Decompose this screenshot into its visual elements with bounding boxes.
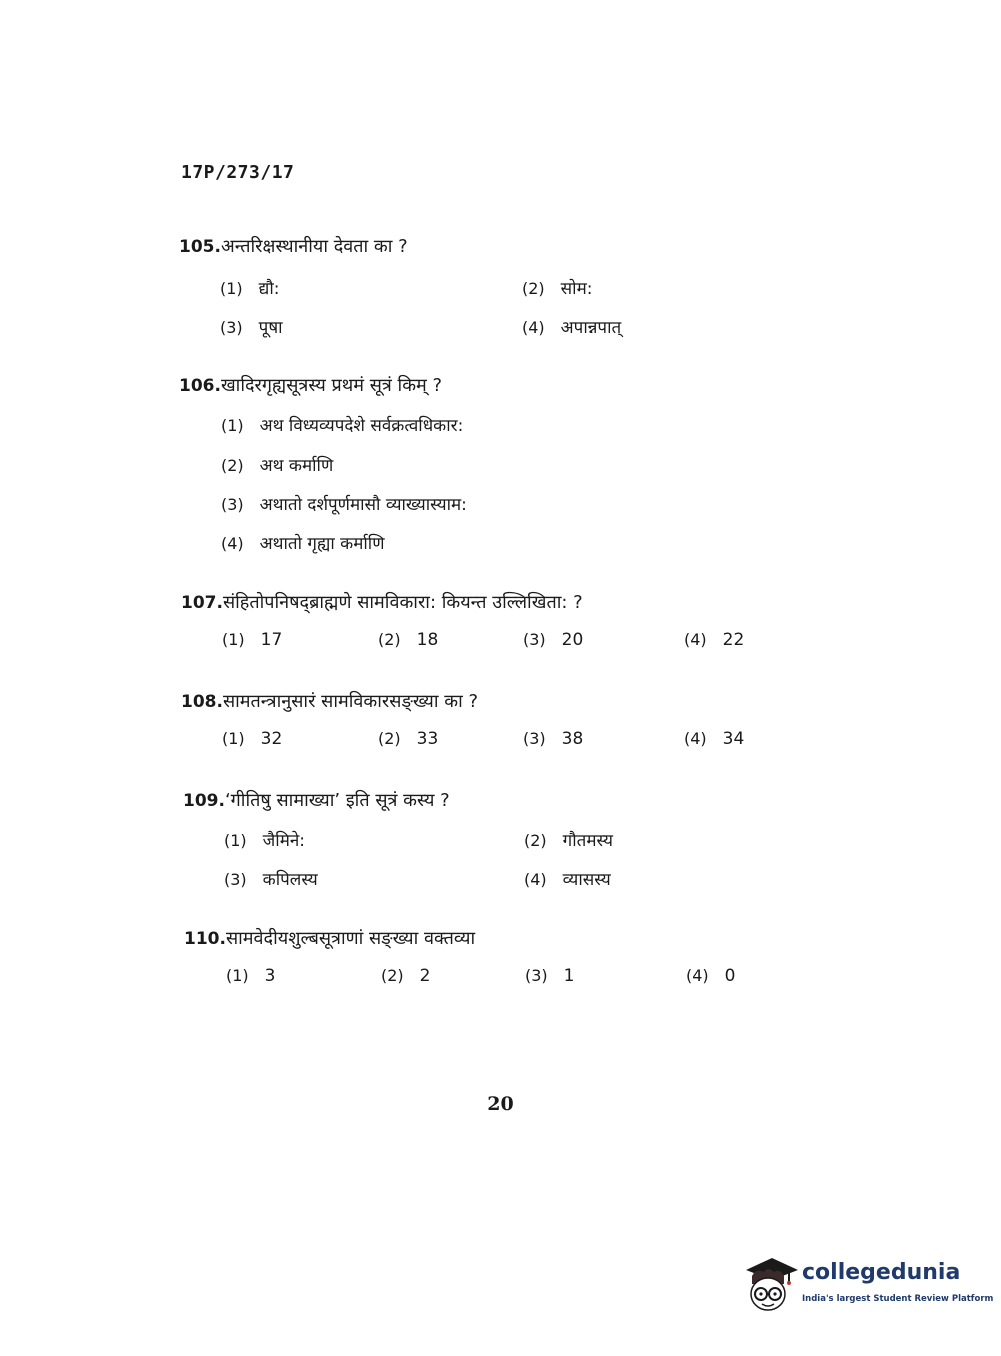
option-1: (1) 3 <box>226 966 276 986</box>
option-3: (3) 20 <box>523 630 584 650</box>
collegedunia-watermark <box>742 1250 994 1320</box>
question-text: अन्तरिक्षस्थानीया देवता का ? <box>220 236 408 257</box>
mascot-logo-icon <box>742 1250 802 1320</box>
option-4: (4) 34 <box>684 729 745 749</box>
paper-code: 17P/273/17 <box>181 162 295 183</box>
option-2: (2) अथ कर्माणि <box>221 456 334 476</box>
option-1: (1) 17 <box>222 630 283 650</box>
question-text: सामवेदीयशुल्बसूत्राणां सङ्ख्या वक्तव्या <box>225 928 476 949</box>
option-2: (2) गौतमस्य <box>524 831 613 851</box>
question-number: 106. <box>179 376 221 396</box>
option-2: (2) सोम: <box>522 279 593 299</box>
option-3: (3) पूषा <box>220 318 283 338</box>
option-1: (1) द्यौ: <box>220 279 280 299</box>
question-text: खादिरगृह्यसूत्रस्य प्रथमं सूत्रं किम् ? <box>220 375 443 396</box>
question-number: 108. <box>181 692 223 712</box>
question-text: सामतन्त्रानुसारं सामविकारसङ्ख्या का ? <box>222 691 479 712</box>
question-number: 110. <box>184 929 226 949</box>
option-2: (2) 33 <box>378 729 439 749</box>
watermark-name: collegedunia <box>802 1260 961 1285</box>
option-2: (2) 18 <box>378 630 439 650</box>
option-3: (3) अथातो दर्शपूर्णमासौ व्याख्यास्याम: <box>221 495 467 515</box>
option-1: (1) जैमिने: <box>224 831 306 851</box>
question-number: 109. <box>183 791 225 811</box>
option-2: (2) 2 <box>381 966 431 986</box>
option-1: (1) 32 <box>222 729 283 749</box>
option-3: (3) 38 <box>523 729 584 749</box>
option-1: (1) अथ विध्यव्यपदेशे सर्वक्रत्वधिकार: <box>221 416 464 436</box>
watermark-tagline: India's largest Student Review Platform <box>802 1294 994 1304</box>
question-text: संहितोपनिषद्ब्राह्मणे सामविकारा: कियन्त उल्लिखिता: ? <box>222 592 583 613</box>
option-3: (3) 1 <box>525 966 575 986</box>
option-4: (4) अथातो गृह्या कर्माणि <box>221 534 385 554</box>
page-number: 20 <box>487 1093 514 1115</box>
option-3: (3) कपिलस्य <box>224 870 318 890</box>
option-4: (4) अपान्नपात् <box>522 318 622 338</box>
question-number: 107. <box>181 593 223 613</box>
option-4: (4) 22 <box>684 630 745 650</box>
question-text: ‘गीतिषु सामाख्या’ इति सूत्रं कस्य ? <box>224 790 450 811</box>
option-4: (4) 0 <box>686 966 736 986</box>
question-number: 105. <box>179 237 221 257</box>
option-4: (4) व्यासस्य <box>524 870 611 890</box>
